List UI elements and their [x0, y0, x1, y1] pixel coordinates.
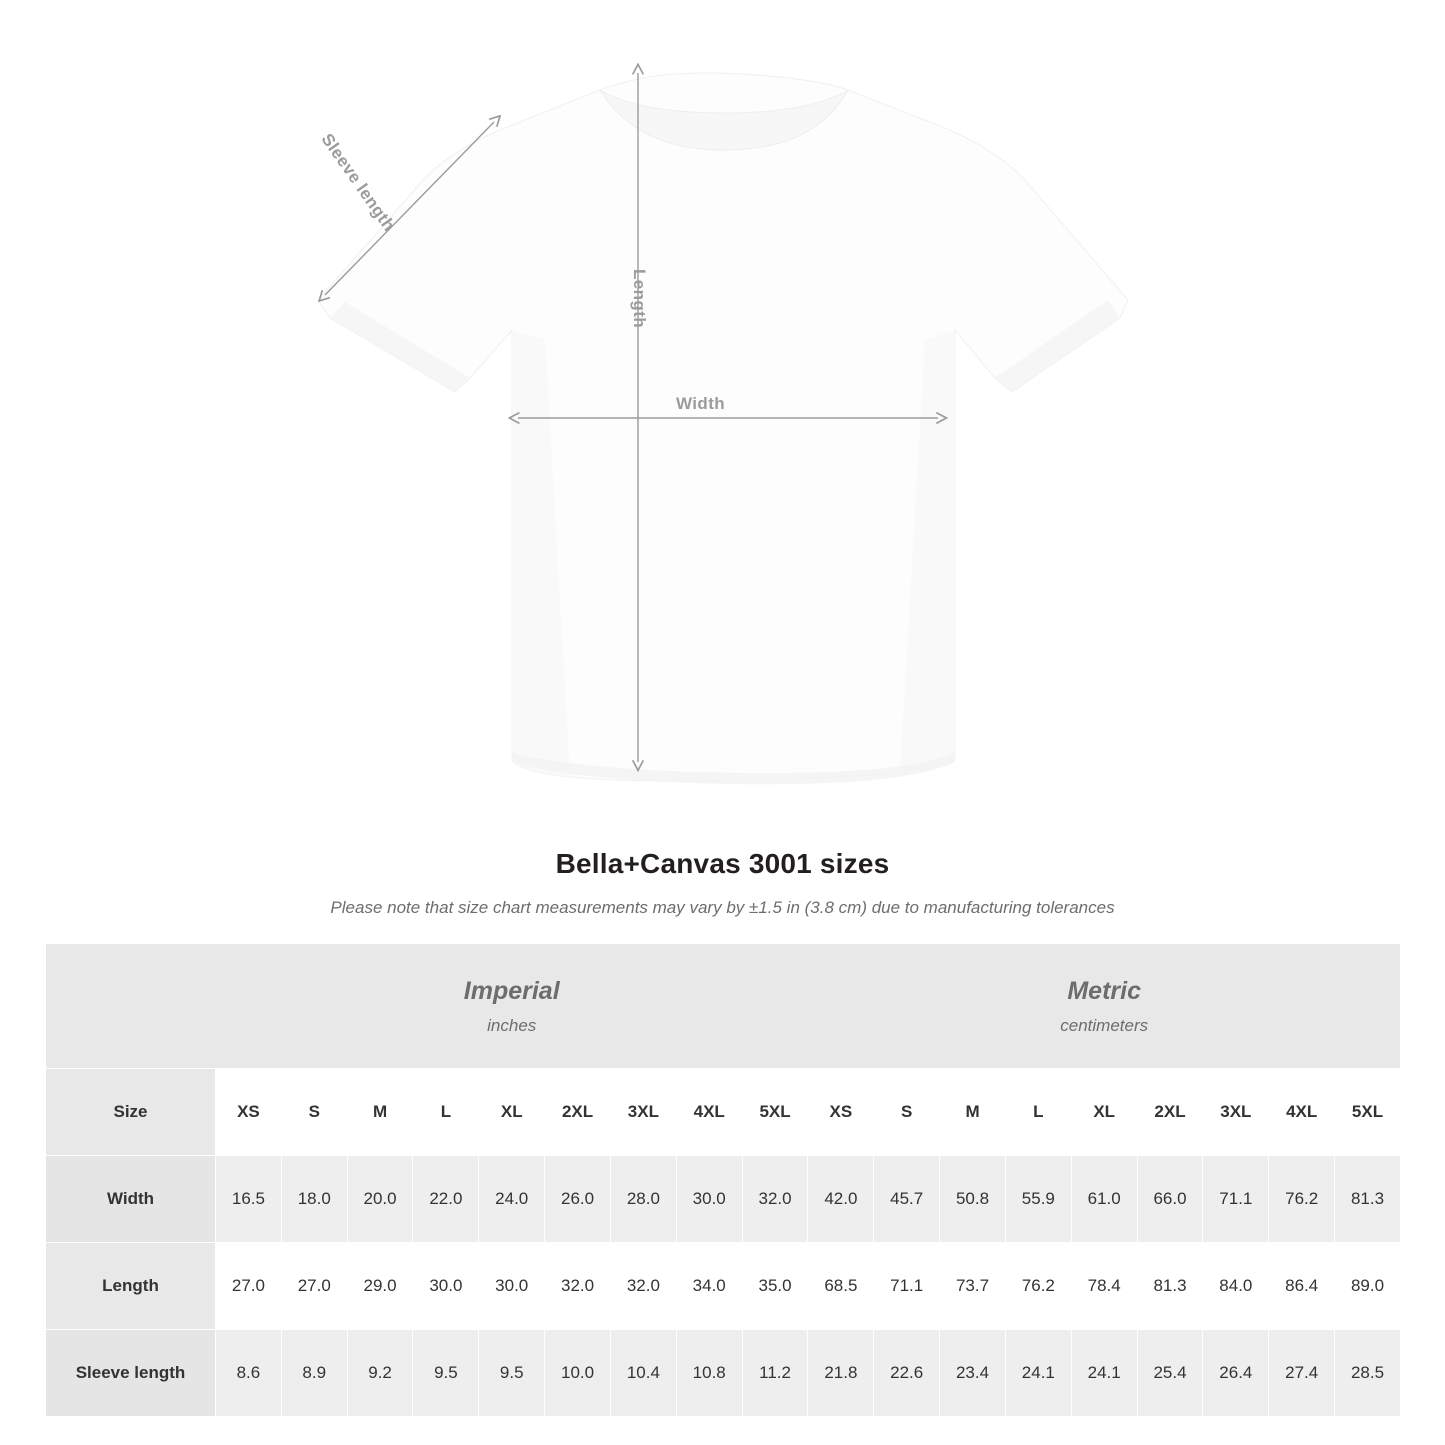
size-header-row [46, 1069, 1401, 1156]
size-table [45, 944, 1401, 1417]
length-dimension-label: Length [630, 269, 649, 329]
row-label-sleeve-length: Sleeve length [46, 1330, 216, 1417]
size-col-header: XS [808, 1069, 874, 1156]
cell-sleeve-imperial: 9.5 [479, 1330, 545, 1417]
cell-length-imperial: 30.0 [413, 1243, 479, 1330]
unit-group-metric-sub: centimeters [1060, 1015, 1149, 1035]
cell-length-metric: 81.3 [1137, 1243, 1203, 1330]
size-table-wrapper [45, 944, 1400, 1417]
cell-length-imperial: 32.0 [610, 1243, 676, 1330]
cell-length-imperial: 27.0 [216, 1243, 282, 1330]
cell-width-metric: 81.3 [1335, 1156, 1401, 1243]
cell-sleeve-metric: 22.6 [874, 1330, 940, 1417]
cell-sleeve-imperial: 8.6 [216, 1330, 282, 1417]
size-col-header: 2XL [1137, 1069, 1203, 1156]
cell-width-imperial: 28.0 [610, 1156, 676, 1243]
cell-sleeve-metric: 28.5 [1335, 1330, 1401, 1417]
cell-length-imperial: 30.0 [479, 1243, 545, 1330]
unit-header-row [46, 944, 1401, 1069]
size-col-header: M [940, 1069, 1006, 1156]
cell-length-metric: 84.0 [1203, 1243, 1269, 1330]
cell-sleeve-imperial: 8.9 [281, 1330, 347, 1417]
size-col-header: XL [479, 1069, 545, 1156]
unit-header-spacer [46, 944, 216, 1069]
cell-width-metric: 50.8 [940, 1156, 1006, 1243]
cell-width-metric: 71.1 [1203, 1156, 1269, 1243]
cell-length-metric: 86.4 [1269, 1243, 1335, 1330]
cell-length-imperial: 27.0 [281, 1243, 347, 1330]
size-col-header: XL [1071, 1069, 1137, 1156]
width-dimension-label: Width [676, 394, 726, 413]
cell-sleeve-imperial: 9.2 [347, 1330, 413, 1417]
cell-width-metric: 55.9 [1005, 1156, 1071, 1243]
cell-length-metric: 73.7 [940, 1243, 1006, 1330]
size-col-header: M [347, 1069, 413, 1156]
sleeve-length-dimension-label: Sleeve length [317, 130, 399, 235]
size-col-header: 5XL [742, 1069, 808, 1156]
size-col-header: 3XL [610, 1069, 676, 1156]
size-col-header: 2XL [545, 1069, 611, 1156]
row-label-length: Length [46, 1243, 216, 1330]
size-col-header: 3XL [1203, 1069, 1269, 1156]
size-col-header: XS [216, 1069, 282, 1156]
cell-width-metric: 76.2 [1269, 1156, 1335, 1243]
cell-length-metric: 89.0 [1335, 1243, 1401, 1330]
cell-width-imperial: 32.0 [742, 1156, 808, 1243]
size-col-header: 4XL [676, 1069, 742, 1156]
cell-width-metric: 45.7 [874, 1156, 940, 1243]
cell-sleeve-imperial: 10.0 [545, 1330, 611, 1417]
table-row [46, 1156, 1401, 1243]
cell-length-metric: 71.1 [874, 1243, 940, 1330]
cell-sleeve-imperial: 10.8 [676, 1330, 742, 1417]
cell-sleeve-imperial: 9.5 [413, 1330, 479, 1417]
cell-length-imperial: 32.0 [545, 1243, 611, 1330]
unit-group-metric [808, 944, 1400, 1069]
cell-width-imperial: 20.0 [347, 1156, 413, 1243]
shirt-shape [318, 73, 1128, 784]
cell-sleeve-imperial: 10.4 [610, 1330, 676, 1417]
size-col-header: 5XL [1335, 1069, 1401, 1156]
unit-group-metric-name: Metric [1067, 976, 1141, 1005]
cell-width-imperial: 18.0 [281, 1156, 347, 1243]
unit-group-imperial-name: Imperial [463, 976, 560, 1005]
cell-width-metric: 42.0 [808, 1156, 874, 1243]
cell-length-imperial: 35.0 [742, 1243, 808, 1330]
size-col-header: 4XL [1269, 1069, 1335, 1156]
cell-length-metric: 78.4 [1071, 1243, 1137, 1330]
cell-sleeve-metric: 23.4 [940, 1330, 1006, 1417]
row-label-width: Width [46, 1156, 216, 1243]
unit-group-imperial [216, 944, 808, 1069]
cell-width-imperial: 22.0 [413, 1156, 479, 1243]
cell-sleeve-metric: 21.8 [808, 1330, 874, 1417]
cell-sleeve-metric: 24.1 [1005, 1330, 1071, 1417]
cell-width-metric: 66.0 [1137, 1156, 1203, 1243]
size-col-header: S [874, 1069, 940, 1156]
chart-heading-block [0, 848, 1445, 918]
cell-width-imperial: 26.0 [545, 1156, 611, 1243]
cell-width-imperial: 16.5 [216, 1156, 282, 1243]
unit-group-imperial-sub: inches [487, 1015, 537, 1035]
cell-width-imperial: 30.0 [676, 1156, 742, 1243]
cell-length-imperial: 29.0 [347, 1243, 413, 1330]
size-col-header: L [1005, 1069, 1071, 1156]
cell-length-imperial: 34.0 [676, 1243, 742, 1330]
size-col-header: L [413, 1069, 479, 1156]
cell-sleeve-metric: 25.4 [1137, 1330, 1203, 1417]
cell-width-imperial: 24.0 [479, 1156, 545, 1243]
cell-sleeve-metric: 24.1 [1071, 1330, 1137, 1417]
chart-tolerance-note: Please note that size chart measurements may vary by ±1.5 in (3.8 cm) due to manufacturing tolerances [330, 898, 1115, 917]
cell-length-metric: 76.2 [1005, 1243, 1071, 1330]
cell-length-metric: 68.5 [808, 1243, 874, 1330]
size-col-header: S [281, 1069, 347, 1156]
chart-title: Bella+Canvas 3001 sizes [555, 848, 890, 879]
table-row [46, 1243, 1401, 1330]
table-row [46, 1330, 1401, 1417]
cell-sleeve-imperial: 11.2 [742, 1330, 808, 1417]
cell-width-metric: 61.0 [1071, 1156, 1137, 1243]
cell-sleeve-metric: 26.4 [1203, 1330, 1269, 1417]
cell-sleeve-metric: 27.4 [1269, 1330, 1335, 1417]
size-header-label: Size [46, 1069, 216, 1156]
